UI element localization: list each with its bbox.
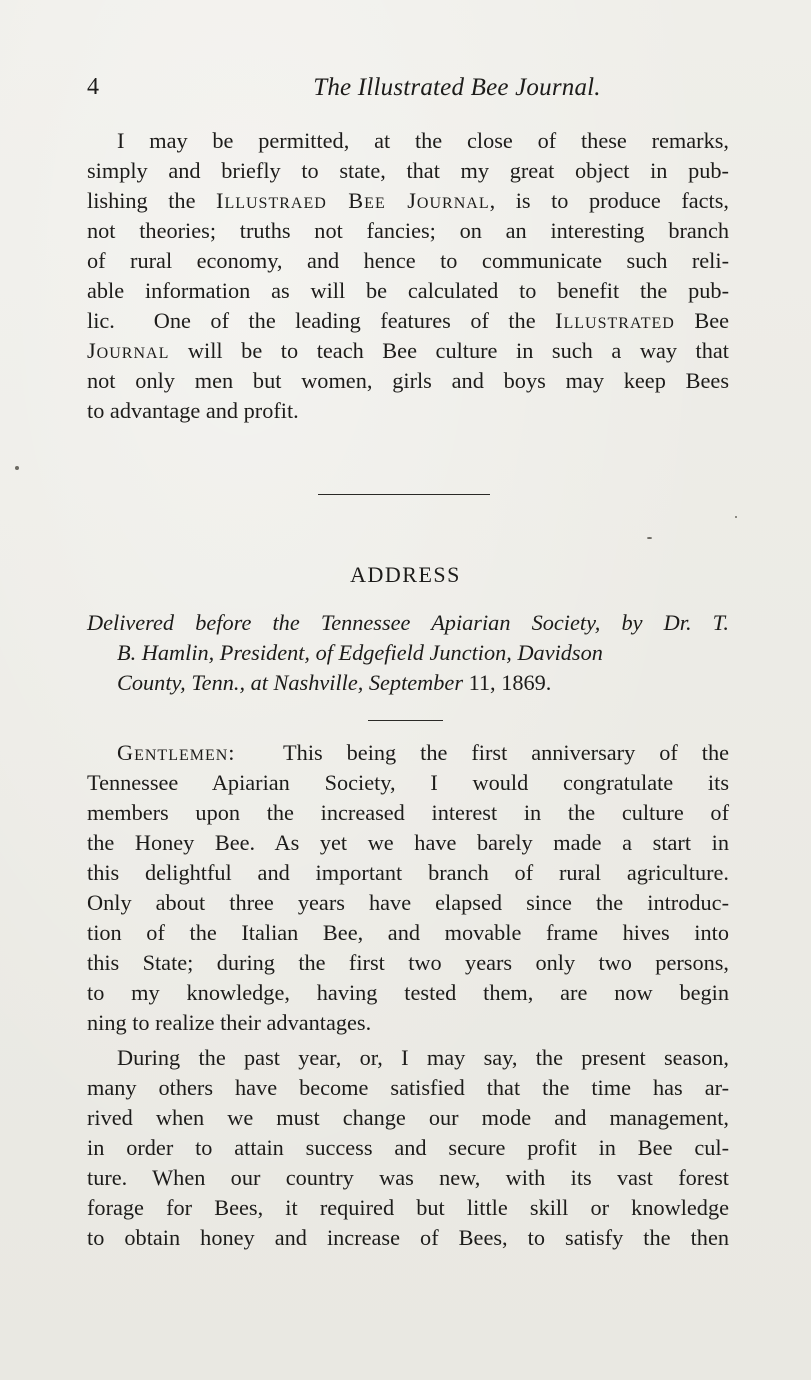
- text-line: many others have become satisfied that the time has ar-: [87, 1075, 729, 1100]
- text-line: to obtain honey and increase of Bees, to satisfy the then: [87, 1225, 729, 1250]
- text-line: tion of the Italian Bee, and movable frame hives into: [87, 920, 729, 945]
- intro-paragraph: [87, 126, 729, 426]
- text-line: able information as will be calculated to benefit the pub-: [87, 278, 729, 303]
- text-line: this State; during the first two years only two persons,: [87, 950, 729, 975]
- section-divider: [318, 494, 490, 495]
- text-line: rived when we must change our mode and management,: [87, 1105, 729, 1130]
- text-line: not theories; truths not fancies; on an interesting branch: [87, 218, 729, 243]
- paper-speck: [735, 516, 737, 518]
- page-number: 4: [87, 74, 99, 100]
- text-line: not only men but women, girls and boys may keep Bees: [87, 368, 729, 393]
- subtitle-line: [87, 668, 729, 698]
- subtitle-line: Delivered before the Tennessee Apiarian Society, by Dr. T.: [87, 610, 729, 635]
- text-line: Tennessee Apiarian Society, I would congratulate its: [87, 770, 729, 795]
- text-line: members upon the increased interest in the culture of: [87, 800, 729, 825]
- text-line: I may be permitted, at the close of these remarks,: [117, 128, 729, 153]
- paper-speck: [15, 466, 19, 470]
- page-header: [87, 74, 727, 108]
- text-line: in order to attain success and secure profit in Bee cul-: [87, 1135, 729, 1160]
- body-paragraph-1: [87, 738, 729, 1038]
- text-line: lishing the Illustraed Bee Journal, is to produce facts,: [87, 188, 729, 213]
- text-line: simply and briefly to state, that my great object in pub-: [87, 158, 729, 183]
- subtitle-date: 11, 1869.: [468, 670, 552, 695]
- text-line: Only about three years have elapsed since the introduc-: [87, 890, 729, 915]
- text-line: ture. When our country was new, with its vast forest: [87, 1165, 729, 1190]
- journal-name-smallcaps: Illustrated: [555, 308, 675, 333]
- text-line: the Honey Bee. As yet we have barely made a start in: [87, 830, 729, 855]
- text-line: this delightful and important branch of rural agriculture.: [87, 860, 729, 885]
- address-subtitle: [87, 608, 729, 698]
- section-title: ADDRESS: [350, 562, 461, 587]
- subtitle-line: B. Hamlin, President, of Edgefield Junction, Davidson: [117, 640, 603, 665]
- text-line: Journal will be to teach Bee culture in such a way that: [87, 338, 729, 363]
- first-line-text: This being the first anniversary of the: [283, 740, 729, 765]
- body-paragraph-2: [87, 1043, 729, 1253]
- running-title: The Illustrated Bee Journal.: [313, 74, 601, 101]
- short-divider: [368, 720, 443, 721]
- text-line: [87, 738, 729, 768]
- text-line: lic. One of the leading features of the Illustrated Bee: [87, 308, 729, 333]
- subtitle-text: County, Tenn., at Nashville, September: [117, 670, 463, 695]
- salutation: Gentlemen:: [117, 740, 236, 765]
- text-line: During the past year, or, I may say, the present season,: [117, 1045, 729, 1070]
- text-line: ning to realize their advantages.: [87, 1010, 372, 1035]
- text-line: to advantage and profit.: [87, 398, 299, 423]
- journal-name-smallcaps: Journal: [87, 338, 170, 363]
- journal-name-smallcaps: Illustraed Bee Journal: [216, 188, 490, 213]
- paper-speck: [647, 537, 652, 539]
- text-line: to my knowledge, having tested them, are now begin: [87, 980, 729, 1005]
- text-line: forage for Bees, it required but little skill or knowledge: [87, 1195, 729, 1220]
- text-line: of rural economy, and hence to communicate such reli-: [87, 248, 729, 273]
